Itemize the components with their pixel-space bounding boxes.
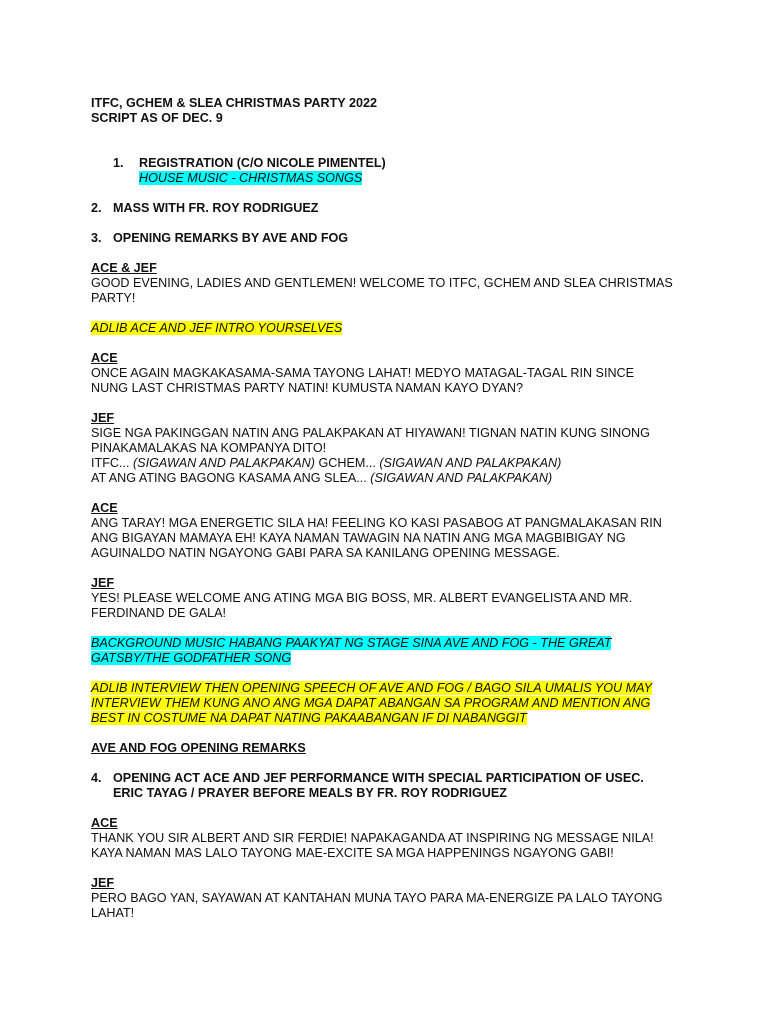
item-number: 4. — [91, 771, 102, 785]
adlib-note: INTERVIEW THEM KUNG ANO ANG MGA DAPAT ABANGAN SA PROGRAM AND MENTION ANG — [91, 696, 651, 710]
speaker-label: JEF — [91, 576, 115, 590]
dialogue-line — [91, 456, 688, 471]
script-block-1 — [91, 261, 688, 306]
music-note: HOUSE MUSIC - CHRISTMAS SONGS — [139, 171, 363, 185]
dialogue-line: PERO BAGO YAN, SAYAWAN AT KANTAHAN MUNA TAYO PARA MA-ENERGIZE PA LALO TAYONG — [91, 891, 663, 905]
stage-direction: (SIGAWAN AND PALAKPAKAN) — [379, 456, 562, 470]
item-title: REGISTRATION (C/O NICOLE PIMENTEL) — [139, 156, 386, 170]
music-note: BACKGROUND MUSIC HABANG PAAKYAT NG STAGE SINA AVE AND FOG - THE GREAT — [91, 636, 612, 650]
document-header — [91, 96, 688, 126]
speaker-label: ACE & JEF — [91, 261, 157, 275]
speaker-label: JEF — [91, 876, 115, 890]
script-block-6 — [91, 816, 688, 861]
speaker-label: JEF — [91, 411, 115, 425]
speaker-label: ACE — [91, 816, 118, 830]
adlib-note-2 — [91, 681, 688, 726]
item-title-continued: ERIC TAYAG / PRAYER BEFORE MEALS BY FR. ROY RODRIGUEZ — [113, 786, 507, 800]
dialogue-line: FERDINAND DE GALA! — [91, 606, 227, 620]
dialogue-line — [91, 471, 688, 486]
speaker-label: ACE — [91, 351, 118, 365]
item-3 — [91, 231, 688, 246]
dialogue-text: ITFC... — [91, 456, 130, 470]
script-block-3 — [91, 411, 688, 486]
dialogue-line: ONCE AGAIN MAGKAKASAMA-SAMA TAYONG LAHAT! MEDYO MATAGAL-TAGAL RIN SINCE — [91, 366, 635, 380]
dialogue-line: ANG TARAY! MGA ENERGETIC SILA HA! FEELING KO KASI PASABOG AT PANGMALAKASAN RIN — [91, 516, 662, 530]
item-title: OPENING ACT ACE AND JEF PERFORMANCE WITH SPECIAL PARTICIPATION OF USEC. — [113, 771, 644, 785]
dialogue-line: PINAKAMALAKAS NA KOMPANYA DITO! — [91, 441, 327, 455]
adlib-note-1 — [91, 321, 688, 336]
dialogue-line: YES! PLEASE WELCOME ANG ATING MGA BIG BOSS, MR. ALBERT EVANGELISTA AND MR. — [91, 591, 633, 605]
dialogue-line: NUNG LAST CHRISTMAS PARTY NATIN! KUMUSTA NAMAN KAYO DYAN? — [91, 381, 523, 395]
document-title: ITFC, GCHEM & SLEA CHRISTMAS PARTY 2022 — [91, 96, 377, 110]
item-2 — [91, 201, 688, 216]
item-title: OPENING REMARKS BY AVE AND FOG — [113, 231, 349, 245]
background-music-note — [91, 636, 688, 666]
script-block-5 — [91, 576, 688, 621]
script-block-4 — [91, 501, 688, 561]
dialogue-line: AGUINALDO NATIN NGAYONG GABI PARA SA KANILANG OPENING MESSAGE. — [91, 546, 560, 560]
dialogue-text: AT ANG ATING BAGONG KASAMA ANG SLEA... — [91, 471, 367, 485]
dialogue-line: LAHAT! — [91, 906, 135, 920]
item-number: 2. — [91, 201, 102, 215]
section-heading: AVE AND FOG OPENING REMARKS — [91, 741, 306, 755]
script-block-7 — [91, 876, 688, 921]
adlib-note: ADLIB ACE AND JEF INTRO YOURSELVES — [91, 321, 343, 335]
music-note: GATSBY/THE GODFATHER SONG — [91, 651, 292, 665]
adlib-note: BEST IN COSTUME NA DAPAT NATING PAKAABANGAN IF DI NABANGGIT — [91, 711, 527, 725]
dialogue-text: GCHEM... — [318, 456, 376, 470]
remarks-section — [91, 741, 688, 756]
document-subtitle: SCRIPT AS OF DEC. 9 — [91, 111, 223, 125]
dialogue-line: PARTY! — [91, 291, 136, 305]
item-1 — [91, 156, 688, 186]
item-number: 1. — [113, 156, 124, 170]
dialogue-line: GOOD EVENING, LADIES AND GENTLEMEN! WELCOME TO ITFC, GCHEM AND SLEA CHRISTMAS — [91, 276, 673, 290]
stage-direction: (SIGAWAN AND PALAKPAKAN) — [370, 471, 553, 485]
adlib-note: ADLIB INTERVIEW THEN OPENING SPEECH OF AVE AND FOG / BAGO SILA UMALIS YOU MAY — [91, 681, 653, 695]
dialogue-line: KAYA NAMAN MAS LALO TAYONG MAE-EXCITE SA MGA HAPPENINGS NGAYONG GABI! — [91, 846, 614, 860]
speaker-label: ACE — [91, 501, 118, 515]
dialogue-line: ANG BIGAYAN MAMAYA EH! KAYA NAMAN TAWAGIN NA NATIN ANG MGA MAGBIBIGAY NG — [91, 531, 626, 545]
item-number: 3. — [91, 231, 102, 245]
item-title: MASS WITH FR. ROY RODRIGUEZ — [113, 201, 319, 215]
item-4 — [91, 771, 688, 801]
script-block-2 — [91, 351, 688, 396]
dialogue-line: THANK YOU SIR ALBERT AND SIR FERDIE! NAPAKAGANDA AT INSPIRING NG MESSAGE NILA! — [91, 831, 654, 845]
dialogue-line: SIGE NGA PAKINGGAN NATIN ANG PALAKPAKAN AT HIYAWAN! TIGNAN NATIN KUNG SINONG — [91, 426, 650, 440]
stage-direction: (SIGAWAN AND PALAKPAKAN) — [132, 456, 315, 470]
